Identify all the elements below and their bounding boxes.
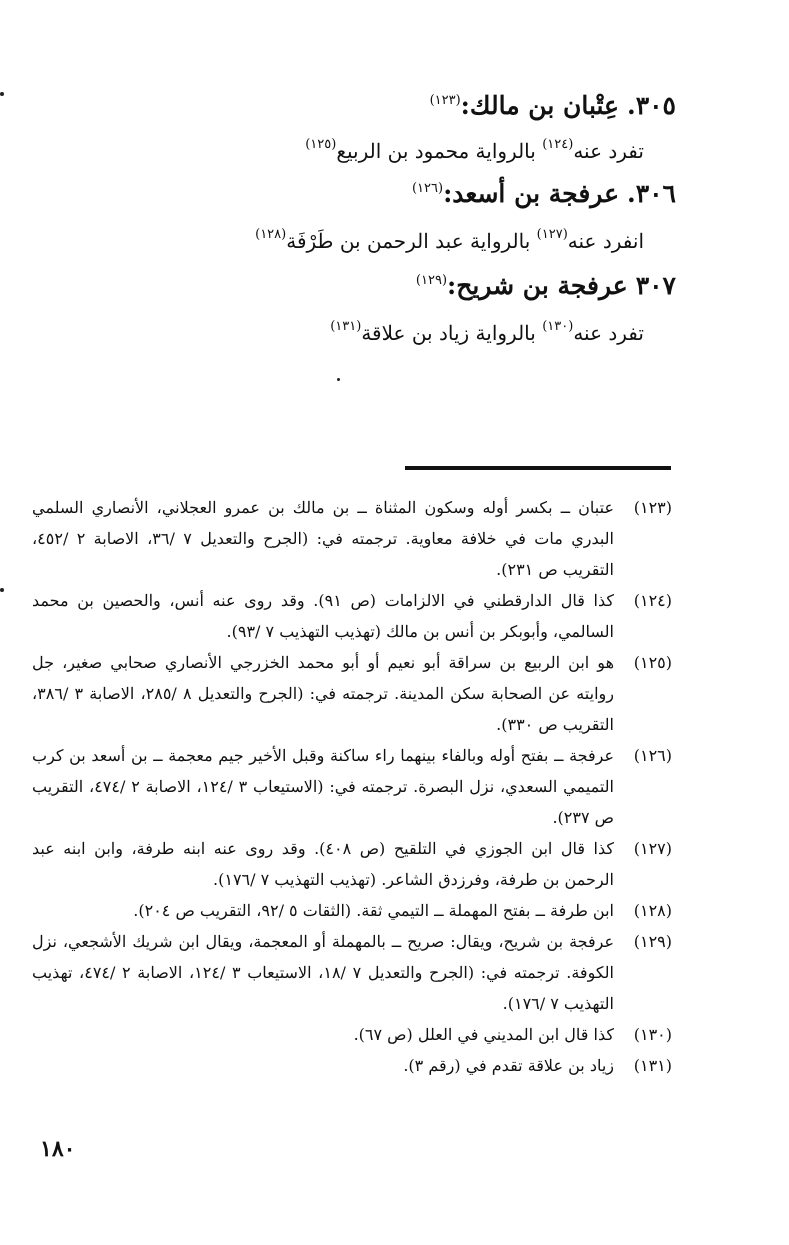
page-number: ١٨٠ [40, 1136, 76, 1162]
footnote-128 [32, 895, 672, 926]
narration-text: بالرواية محمود بن الربيع [336, 139, 543, 163]
narration-lead: انفرد عنه [567, 229, 644, 253]
entry-number: ٣٠٥. [626, 91, 676, 120]
footnotes-section [32, 492, 672, 1081]
footnote-text: كذا قال ابن المديني في العلل (ص ٦٧). [353, 1025, 614, 1044]
footnote-130 [32, 1019, 672, 1050]
entry-name: عرفجة بن شريح: [447, 271, 628, 300]
footnote-number: (١٢٩) [633, 932, 672, 951]
narration-lead: تفرد عنه [573, 321, 644, 345]
footnote-127 [32, 833, 672, 895]
scan-mark [0, 92, 4, 96]
footnote-ref: (١٢٣) [429, 93, 461, 108]
footnote-126 [32, 740, 672, 833]
footnote-number: (١٣٠) [633, 1025, 672, 1044]
entry-name: عرفجة بن أسعد: [443, 179, 619, 208]
footnote-number: (١٢٧) [633, 839, 672, 858]
footnote-number: (١٢٨) [633, 901, 672, 920]
footnote-number: (١٢٣) [633, 498, 672, 517]
footnote-ref: (١٢٩) [415, 273, 448, 288]
footnote-ref: (١٢٥) [305, 137, 337, 152]
footnote-number: (١٢٤) [633, 591, 672, 610]
footnote-ref: (١٢٦) [411, 181, 444, 196]
entry-307-narration [330, 312, 644, 348]
footnote-ref: (١٢٧) [536, 227, 568, 242]
narration-lead: تفرد عنه [573, 139, 644, 163]
entry-name: عِتْبان بن مالك: [460, 91, 619, 120]
footnote-129 [32, 926, 672, 1019]
narration-text: بالرواية عبد الرحمن بن طَرْفَة [286, 229, 537, 253]
footnote-text: ابن طرفة ــ بفتح المهملة ــ التيمي ثقة. (الثقات ٥ /٩٢، التقريب ص ٢٠٤). [133, 901, 614, 920]
footnote-text: كذا قال الدارقطني في الالزامات (ص ٩١). وقد روى عنه أنس، والحصين بن محمد السالمي، وأبوبكر بن أنس بن مالك (تهذيب التهذيب ٧ /٩٣). [32, 591, 615, 641]
entry-306-narration [255, 220, 644, 256]
entry-305-heading [430, 84, 676, 123]
entry-305-narration [305, 130, 644, 166]
entry-number: ٣٠٦. [626, 179, 676, 208]
footnote-ref: (١٢٨) [255, 227, 287, 242]
footnote-131 [32, 1050, 672, 1081]
footnote-text: عرفجة ــ بفتح أوله وبالفاء بينهما راء ساكنة وقبل الأخير جيم معجمة ــ بن أسعد بن كرب التميمي السعدي، نزل البصرة. ترجمته في: (الاستيعاب ٣ /١٢٤، الاصابة ٢ /٤٧٤، التقريب ص ٢٣٧). [32, 746, 614, 827]
footnote-125 [32, 647, 672, 740]
footnote-ref: (١٢٤) [542, 137, 574, 152]
footnote-123 [32, 492, 672, 585]
footnote-text: عرفجة بن شريح، ويقال: صريح ــ بالمهملة أو المعجمة، ويقال ابن شريك الأشجعي، نزل الكوفة. ترجمته في: (الجرح والتعديل ٧ /١٨، الاستيعاب ٣ /١٢٤، الاصابة ٢ /٤٧٤، تهذيب التهذيب ٧ /١٧٦). [32, 932, 614, 1013]
footnote-separator [405, 466, 671, 470]
scan-mark [0, 588, 4, 592]
footnote-number: (١٢٦) [633, 746, 672, 765]
footnote-text: عتبان ــ بكسر أوله وسكون المثناة ــ بن مالك بن عمرو العجلاني، الأنصاري السلمي البدري مات في خلافة معاوية. ترجمته في: (الجرح والتعديل ٧ /٣٦، الاصابة ٢ /٤٥٢، التقريب ص ٢٣١). [32, 498, 614, 579]
narration-text: بالرواية زياد بن علاقة [361, 321, 543, 345]
footnote-text: زياد بن علاقة تقدم في (رقم ٣). [403, 1056, 614, 1075]
scan-speck [337, 378, 340, 381]
footnote-text: كذا قال ابن الجوزي في التلقيح (ص ٤٠٨). وقد روى عنه ابنه طرفة، وابن ابنه عبد الرحمن بن طرفة، وفرزدق الشاعر. (تهذيب التهذيب ٧ /١٧٦). [32, 839, 615, 889]
entry-number: ٣٠٧ [635, 271, 676, 300]
entry-307-heading [416, 264, 676, 303]
footnote-number: (١٣١) [633, 1056, 672, 1075]
footnote-text: هو ابن الربيع بن سراقة أبو نعيم أو أبو محمد الخزرجي الأنصاري صحابي صغير، جل روايته عن الصحابة سكن المدينة. ترجمته في: (الجرح والتعديل ٨ /٢٨٥، الاصابة ٣ /٣٨٦، التقريب ص ٣٣٠). [32, 653, 614, 734]
footnote-ref: (١٣٠) [542, 319, 574, 334]
footnote-number: (١٢٥) [633, 653, 672, 672]
footnote-124 [32, 585, 672, 647]
footnote-ref: (١٣١) [330, 319, 362, 334]
entry-306-heading [412, 172, 676, 211]
